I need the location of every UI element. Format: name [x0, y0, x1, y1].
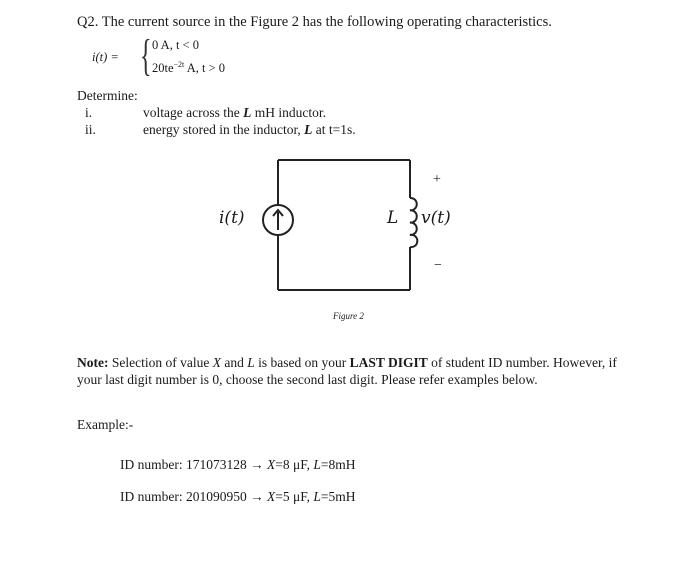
note-paragraph: Note: Selection of value X and L is based on your LAST DIGIT of student ID number. However, if your last digit number is 0, choose the second last digit. Please refer examples below. — [77, 355, 617, 387]
item-number-1: i. — [85, 105, 93, 120]
polarity-plus: + — [433, 172, 441, 187]
equation-case-1: 0 A, t < 0 — [152, 38, 199, 52]
example-row-1: ID number: 171073128 → X=8 μF, L=8mH — [120, 457, 356, 472]
example-row-2: ID number: 201090950 → X=5 μF, L=5mH — [120, 489, 356, 504]
determine-heading: Determine: — [77, 88, 138, 103]
question-text: The current source in the Figure 2 has the following operating characteristics. — [101, 14, 552, 30]
item-number-2: ii. — [85, 122, 96, 137]
question-header — [77, 14, 552, 31]
equation-lhs: i(t) = — [92, 50, 119, 64]
item-text-2: energy stored in the inductor, L at t=1s. — [143, 122, 356, 137]
polarity-minus: − — [434, 258, 442, 273]
example-heading: Example:- — [77, 417, 134, 432]
question-number: Q2. — [77, 14, 99, 30]
equation-brace: { — [140, 31, 152, 80]
voltage-label: v(t) — [421, 208, 451, 228]
inductor-label: L — [387, 208, 399, 228]
equation-case-2: $20te^{-2t}$ A, t > 0 — [152, 60, 226, 76]
source-label: i(t) — [219, 208, 245, 228]
item-text-1: voltage across the L mH inductor. — [143, 105, 326, 120]
figure-caption: Figure 2 — [333, 311, 364, 321]
inductor-coil-icon — [410, 198, 417, 247]
